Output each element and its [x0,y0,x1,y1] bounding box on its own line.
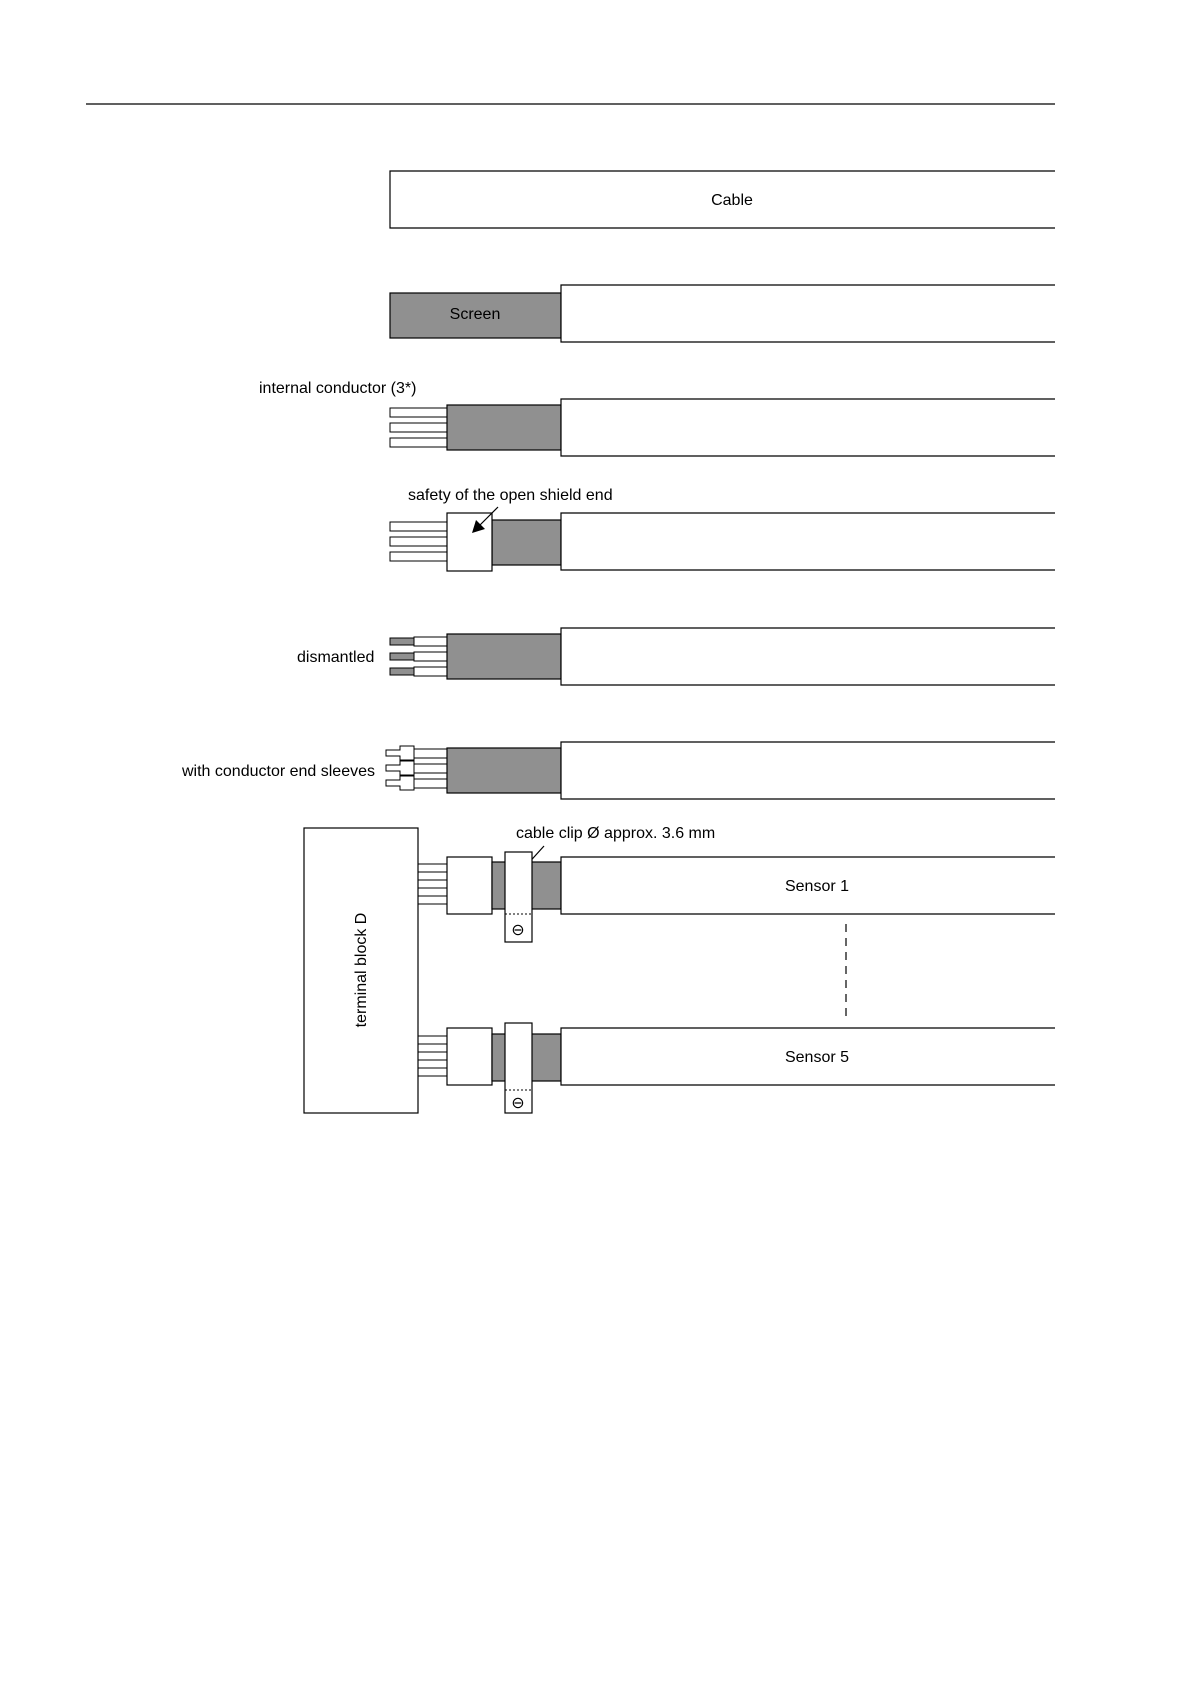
screw-icon: ⊖ [511,922,525,939]
conductor-wire [390,522,447,531]
screen-section [447,405,561,450]
stripped-wire-end [390,668,414,675]
end-sleeve [386,776,414,790]
step-terminal-block [304,825,1055,1113]
safety-label: safety of the open shield end [408,487,613,504]
step-cable [390,171,1055,228]
stripped-wire-end [390,653,414,660]
screen-section [447,748,561,793]
screen-section [447,634,561,679]
sensor-1-label: Sensor 1 [784,878,850,895]
screen-section [492,520,561,565]
sleeves-label: with conductor end sleeves [182,763,375,780]
screen-label: Screen [449,306,501,323]
conductor-wire [414,667,447,676]
screw-icon: ⊖ [511,1095,525,1112]
end-sleeve [386,746,414,760]
conductor-wire [390,537,447,546]
conductor-wire [390,423,447,432]
shrink-sleeve [447,1028,492,1085]
conductor-wire [414,779,447,788]
cable-jacket-5 [561,628,1055,685]
stripped-wire-end [390,638,414,645]
cable-jacket-6 [561,742,1055,799]
conductor-wire [390,408,447,417]
conductor-wire [390,552,447,561]
step-end-sleeves [181,742,1055,799]
terminal-block-label: terminal block D [353,912,370,1028]
sensor-1-cable [418,852,1055,942]
end-sleeve [386,761,414,775]
conductor-wire [414,764,447,773]
step-internal-conductor [259,380,1055,456]
cable-clip-label: cable clip Ø approx. 3.6 mm [516,825,716,842]
step-safety [390,487,1055,571]
cable-label: Cable [711,192,753,209]
conductor-wire [414,749,447,758]
conductor-wire [414,637,447,646]
sensor-5-label: Sensor 5 [784,1049,850,1066]
step-dismantled [297,628,1055,685]
conductor-wire [390,438,447,447]
shrink-sleeve [447,857,492,914]
dismantled-label: dismantled [297,649,375,666]
internal-conductor-label: internal conductor (3*) [259,380,417,397]
shrink-sleeve [447,513,492,571]
sensor-5-cable [418,1023,1055,1113]
cable-jacket-3 [561,399,1055,456]
cable-jacket-2 [561,285,1055,342]
step-screen [390,285,1055,342]
conductor-wire [414,652,447,661]
cable-jacket-4 [561,513,1055,570]
